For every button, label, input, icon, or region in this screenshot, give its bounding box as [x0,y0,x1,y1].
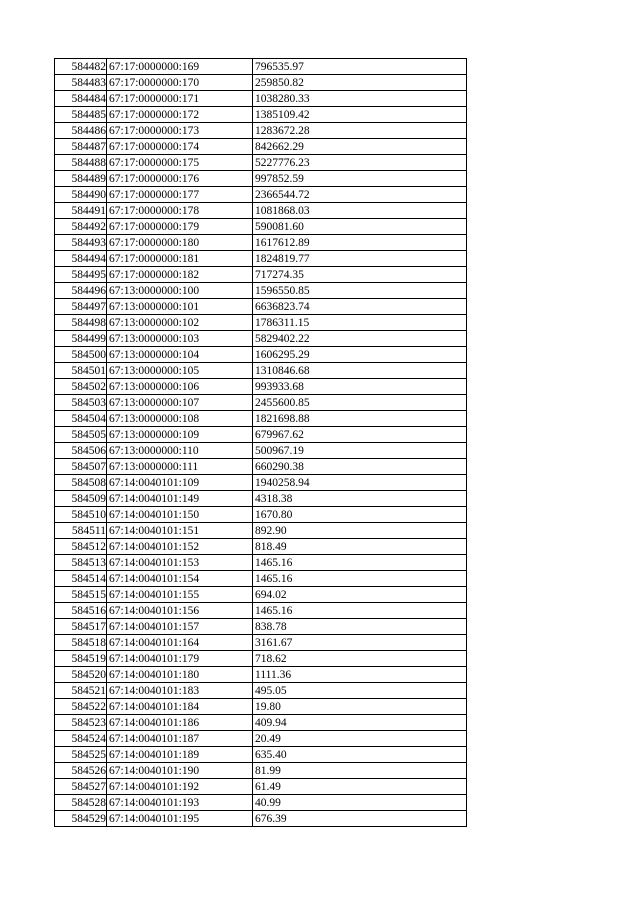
table-row [55,507,467,523]
row-id-cell: 584510 [55,507,107,523]
row-id-cell: 584514 [55,571,107,587]
cadastral-number-cell: 67:17:0000000:178 [107,203,253,219]
table-row [55,219,467,235]
value-cell: 718.62 [253,651,467,667]
cadastral-number-cell: 67:14:0040101:187 [107,731,253,747]
value-cell: 5829402.22 [253,331,467,347]
table-row [55,299,467,315]
row-id-cell: 584513 [55,555,107,571]
cadastral-number-cell: 67:14:0040101:157 [107,619,253,635]
value-cell: 1465.16 [253,603,467,619]
table-body [55,59,467,827]
cadastral-number-cell: 67:14:0040101:164 [107,635,253,651]
row-id-cell: 584492 [55,219,107,235]
table-row [55,363,467,379]
cadastral-number-cell: 67:13:0000000:105 [107,363,253,379]
table-row [55,731,467,747]
cadastral-number-cell: 67:13:0000000:111 [107,459,253,475]
table-row [55,651,467,667]
cadastral-number-cell: 67:13:0000000:107 [107,395,253,411]
row-id-cell: 584497 [55,299,107,315]
value-cell: 796535.97 [253,59,467,75]
value-cell: 1385109.42 [253,107,467,123]
row-id-cell: 584524 [55,731,107,747]
row-id-cell: 584490 [55,187,107,203]
cadastral-number-cell: 67:14:0040101:155 [107,587,253,603]
value-cell: 1038280.33 [253,91,467,107]
value-cell: 409.94 [253,715,467,731]
table-row [55,267,467,283]
value-cell: 892.90 [253,523,467,539]
value-cell: 1940258.94 [253,475,467,491]
table-row [55,539,467,555]
cadastral-number-cell: 67:14:0040101:186 [107,715,253,731]
table-row [55,171,467,187]
row-id-cell: 584484 [55,91,107,107]
value-cell: 1786311.15 [253,315,467,331]
row-id-cell: 584503 [55,395,107,411]
table-row [55,235,467,251]
table-row [55,187,467,203]
table-row [55,155,467,171]
value-cell: 1596550.85 [253,283,467,299]
cadastral-number-cell: 67:17:0000000:175 [107,155,253,171]
value-cell: 842662.29 [253,139,467,155]
value-cell: 1310846.68 [253,363,467,379]
row-id-cell: 584526 [55,763,107,779]
row-id-cell: 584512 [55,539,107,555]
cadastral-number-cell: 67:14:0040101:154 [107,571,253,587]
value-cell: 61.49 [253,779,467,795]
table-row [55,59,467,75]
value-cell: 495.05 [253,683,467,699]
table-row [55,475,467,491]
data-table [54,58,467,827]
row-id-cell: 584509 [55,491,107,507]
table-row [55,747,467,763]
table-row [55,251,467,267]
value-cell: 2366544.72 [253,187,467,203]
value-cell: 590081.60 [253,219,467,235]
cadastral-number-cell: 67:13:0000000:109 [107,427,253,443]
row-id-cell: 584518 [55,635,107,651]
row-id-cell: 584529 [55,811,107,827]
row-id-cell: 584504 [55,411,107,427]
value-cell: 679967.62 [253,427,467,443]
row-id-cell: 584496 [55,283,107,299]
table-row [55,699,467,715]
value-cell: 5227776.23 [253,155,467,171]
value-cell: 694.02 [253,587,467,603]
row-id-cell: 584487 [55,139,107,155]
row-id-cell: 584486 [55,123,107,139]
cadastral-number-cell: 67:13:0000000:100 [107,283,253,299]
value-cell: 500967.19 [253,443,467,459]
cadastral-number-cell: 67:17:0000000:170 [107,75,253,91]
row-id-cell: 584502 [55,379,107,395]
row-id-cell: 584508 [55,475,107,491]
row-id-cell: 584489 [55,171,107,187]
cadastral-number-cell: 67:13:0000000:102 [107,315,253,331]
row-id-cell: 584482 [55,59,107,75]
row-id-cell: 584515 [55,587,107,603]
row-id-cell: 584500 [55,347,107,363]
value-cell: 635.40 [253,747,467,763]
row-id-cell: 584505 [55,427,107,443]
value-cell: 676.39 [253,811,467,827]
cadastral-number-cell: 67:14:0040101:152 [107,539,253,555]
table-row [55,555,467,571]
table-row [55,379,467,395]
row-id-cell: 584507 [55,459,107,475]
value-cell: 1465.16 [253,571,467,587]
table-row [55,763,467,779]
table-row [55,811,467,827]
cadastral-number-cell: 67:14:0040101:195 [107,811,253,827]
row-id-cell: 584511 [55,523,107,539]
cadastral-number-cell: 67:17:0000000:180 [107,235,253,251]
table-row [55,779,467,795]
cadastral-number-cell: 67:14:0040101:189 [107,747,253,763]
cadastral-number-cell: 67:17:0000000:171 [107,91,253,107]
value-cell: 259850.82 [253,75,467,91]
value-cell: 6636823.74 [253,299,467,315]
value-cell: 81.99 [253,763,467,779]
cadastral-number-cell: 67:17:0000000:172 [107,107,253,123]
cadastral-number-cell: 67:17:0000000:174 [107,139,253,155]
value-cell: 4318.38 [253,491,467,507]
row-id-cell: 584488 [55,155,107,171]
value-cell: 1617612.89 [253,235,467,251]
table-row [55,795,467,811]
cadastral-number-cell: 67:14:0040101:149 [107,491,253,507]
cadastral-number-cell: 67:14:0040101:150 [107,507,253,523]
table-row [55,427,467,443]
table-row [55,715,467,731]
table-row [55,635,467,651]
row-id-cell: 584493 [55,235,107,251]
cadastral-number-cell: 67:14:0040101:180 [107,667,253,683]
table-row [55,619,467,635]
cadastral-number-cell: 67:13:0000000:104 [107,347,253,363]
value-cell: 993933.68 [253,379,467,395]
row-id-cell: 584495 [55,267,107,283]
table-row [55,523,467,539]
row-id-cell: 584485 [55,107,107,123]
row-id-cell: 584525 [55,747,107,763]
cadastral-number-cell: 67:13:0000000:103 [107,331,253,347]
value-cell: 838.78 [253,619,467,635]
cadastral-number-cell: 67:14:0040101:190 [107,763,253,779]
row-id-cell: 584521 [55,683,107,699]
table-row [55,491,467,507]
cadastral-number-cell: 67:13:0000000:106 [107,379,253,395]
table-row [55,667,467,683]
cadastral-number-cell: 67:13:0000000:108 [107,411,253,427]
cadastral-number-cell: 67:17:0000000:179 [107,219,253,235]
row-id-cell: 584498 [55,315,107,331]
row-id-cell: 584517 [55,619,107,635]
row-id-cell: 584494 [55,251,107,267]
table-row [55,107,467,123]
table-row [55,203,467,219]
value-cell: 2455600.85 [253,395,467,411]
row-id-cell: 584528 [55,795,107,811]
value-cell: 660290.38 [253,459,467,475]
table-row [55,139,467,155]
value-cell: 3161.67 [253,635,467,651]
value-cell: 19.80 [253,699,467,715]
cadastral-number-cell: 67:17:0000000:182 [107,267,253,283]
value-cell: 1111.36 [253,667,467,683]
value-cell: 20.49 [253,731,467,747]
table-row [55,603,467,619]
cadastral-number-cell: 67:14:0040101:184 [107,699,253,715]
cadastral-number-cell: 67:14:0040101:151 [107,523,253,539]
value-cell: 1606295.29 [253,347,467,363]
value-cell: 1670.80 [253,507,467,523]
row-id-cell: 584506 [55,443,107,459]
cadastral-number-cell: 67:14:0040101:109 [107,475,253,491]
value-cell: 818.49 [253,539,467,555]
value-cell: 997852.59 [253,171,467,187]
cadastral-number-cell: 67:14:0040101:153 [107,555,253,571]
cadastral-number-cell: 67:14:0040101:183 [107,683,253,699]
cadastral-number-cell: 67:17:0000000:169 [107,59,253,75]
row-id-cell: 584491 [55,203,107,219]
cadastral-number-cell: 67:13:0000000:101 [107,299,253,315]
row-id-cell: 584522 [55,699,107,715]
cadastral-number-cell: 67:17:0000000:173 [107,123,253,139]
row-id-cell: 584527 [55,779,107,795]
table-row [55,443,467,459]
row-id-cell: 584520 [55,667,107,683]
row-id-cell: 584519 [55,651,107,667]
row-id-cell: 584501 [55,363,107,379]
cadastral-number-cell: 67:17:0000000:176 [107,171,253,187]
table-row [55,75,467,91]
table-row [55,683,467,699]
table-row [55,571,467,587]
value-cell: 1465.16 [253,555,467,571]
row-id-cell: 584483 [55,75,107,91]
value-cell: 1081868.03 [253,203,467,219]
table-row [55,283,467,299]
row-id-cell: 584523 [55,715,107,731]
cadastral-number-cell: 67:13:0000000:110 [107,443,253,459]
cadastral-number-cell: 67:17:0000000:181 [107,251,253,267]
table-row [55,347,467,363]
row-id-cell: 584499 [55,331,107,347]
value-cell: 717274.35 [253,267,467,283]
table-row [55,459,467,475]
cadastral-number-cell: 67:17:0000000:177 [107,187,253,203]
cadastral-number-cell: 67:14:0040101:179 [107,651,253,667]
cadastral-number-cell: 67:14:0040101:193 [107,795,253,811]
table-row [55,395,467,411]
table-row [55,331,467,347]
table-row [55,315,467,331]
table-row [55,411,467,427]
cadastral-number-cell: 67:14:0040101:192 [107,779,253,795]
value-cell: 1283672.28 [253,123,467,139]
cadastral-number-cell: 67:14:0040101:156 [107,603,253,619]
value-cell: 40.99 [253,795,467,811]
value-cell: 1824819.77 [253,251,467,267]
value-cell: 1821698.88 [253,411,467,427]
table-row [55,91,467,107]
row-id-cell: 584516 [55,603,107,619]
table-row [55,587,467,603]
table-row [55,123,467,139]
